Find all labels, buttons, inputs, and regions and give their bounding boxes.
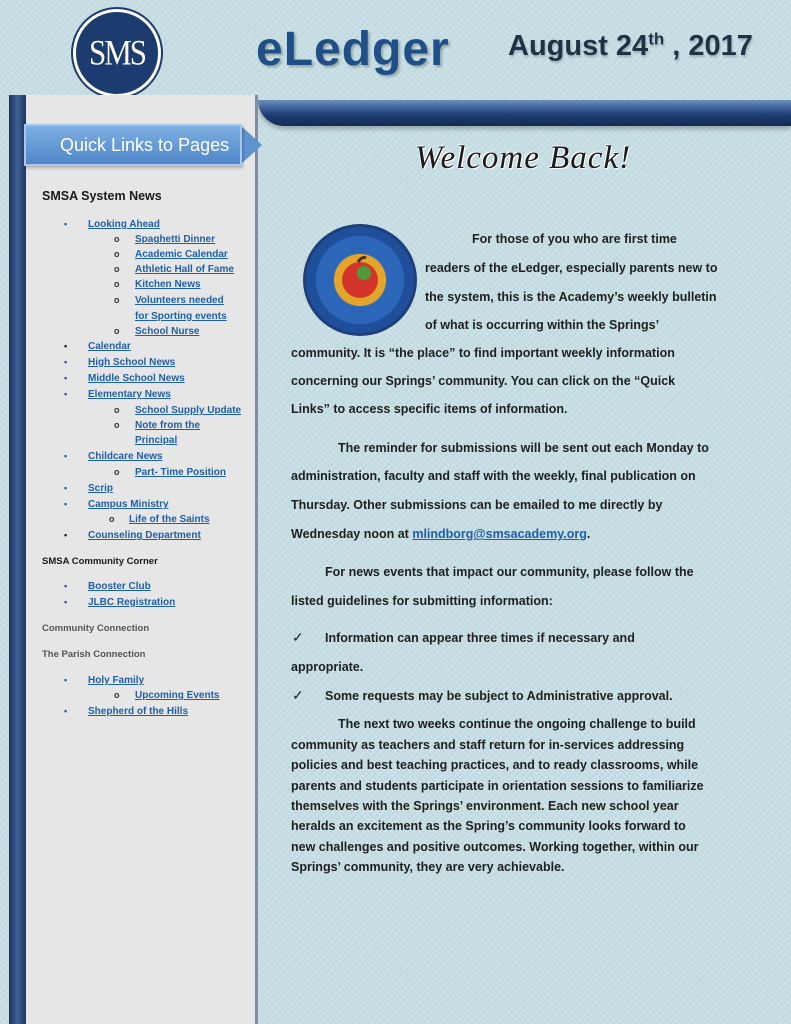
link-holy-family[interactable]: Holy Family <box>88 675 145 686</box>
link-part-time-position[interactable]: Part- Time Position <box>135 467 226 478</box>
check-icon: ✓ <box>292 629 304 645</box>
closing-line-3: policies and best teaching practices, and to ready classrooms, while <box>291 758 699 772</box>
issue-date: August 24th , 2017 <box>508 29 753 62</box>
closing-line-5: themselves with the Springs’ environment. Each new school year <box>291 799 679 813</box>
system-news-heading: SMSA System News <box>42 189 162 203</box>
guideline-2: Some requests may be subject to Administrative approval. <box>325 689 673 703</box>
link-childcare-news[interactable]: Childcare News <box>88 451 163 462</box>
welcome-heading: Welcome Back! <box>415 140 632 176</box>
intro-line-5: community. It is “the place” to find important weekly information <box>291 346 675 360</box>
quick-links-arrow <box>240 125 262 165</box>
link-elementary-news[interactable]: Elementary News <box>88 389 171 400</box>
closing-line-8: Springs’ community, they are very achievable. <box>291 860 565 874</box>
check-icon: ✓ <box>292 687 304 703</box>
reminder-line-2: administration, faculty and staff with the weekly, final publication on <box>291 469 696 483</box>
link-volunteers-needed-cont[interactable]: for Sporting events <box>135 311 227 322</box>
intro-line-2: readers of the eLedger, especially parents new to <box>425 261 718 275</box>
link-kitchen-news[interactable]: Kitchen News <box>135 279 201 290</box>
community-corner-heading: SMSA Community Corner <box>42 556 158 567</box>
guidelines-line-1: For news events that impact our community, please follow the <box>325 565 694 579</box>
link-academic-calendar[interactable]: Academic Calendar <box>135 249 228 260</box>
sidebar-edge-strip <box>9 95 26 1024</box>
link-life-of-the-saints[interactable]: Life of the Saints <box>129 514 210 525</box>
intro-line-3: the system, this is the Academy’s weekly bulletin <box>425 290 717 304</box>
link-school-supply-update[interactable]: School Supply Update <box>135 405 242 416</box>
closing-line-7: new challenges and positive outcomes. Working together, within our <box>291 840 699 854</box>
welcome-back-to-school-badge <box>303 224 417 336</box>
link-note-from-principal[interactable]: Note from the <box>135 420 200 431</box>
link-scrip[interactable]: Scrip <box>88 483 114 494</box>
quick-links-banner: Quick Links to Pages <box>24 124 242 166</box>
reminder-line-3: Thursday. Other submissions can be emailed to me directly by <box>291 498 663 512</box>
reminder-line-4: Wednesday noon at mlindborg@smsacademy.org. <box>291 527 591 541</box>
closing-line-4: parents and students participate in orientation sessions to familiarize <box>291 779 704 793</box>
link-counseling-department[interactable]: Counseling Department <box>88 530 201 541</box>
link-high-school-news[interactable]: High School News <box>88 357 176 368</box>
link-booster-club[interactable]: Booster Club <box>88 581 151 592</box>
intro-line-7: Links” to access specific items of information. <box>291 402 568 416</box>
intro-line-4: of what is occurring within the Springs’ <box>425 318 660 332</box>
link-volunteers-needed[interactable]: Volunteers needed <box>135 295 224 306</box>
link-spaghetti-dinner[interactable]: Spaghetti Dinner <box>135 234 216 245</box>
header-band <box>258 100 791 126</box>
community-connection-heading: Community Connection <box>42 623 150 634</box>
email-link[interactable]: mlindborg@smsacademy.org <box>412 527 587 541</box>
closing-line-6: heralds an excitement as the Spring’s community looks forward to <box>291 819 686 833</box>
guideline-1-cont: appropriate. <box>291 660 364 674</box>
closing-line-1: The next two weeks continue the ongoing challenge to build <box>338 717 696 731</box>
newsletter-title: eLedger <box>256 23 450 76</box>
link-calendar[interactable]: Calendar <box>88 341 131 352</box>
intro-line-1: For those of you who are first time <box>472 232 677 246</box>
guideline-1: Information can appear three times if necessary and <box>325 631 635 645</box>
reminder-line-1: The reminder for submissions will be sent out each Monday to <box>338 441 709 455</box>
smsa-logo: SMS <box>73 9 161 97</box>
link-note-from-principal-cont[interactable]: Principal <box>135 435 178 446</box>
intro-line-6: concerning our Springs’ community. You can click on the “Quick <box>291 374 676 388</box>
closing-line-2: community as teachers and staff return for in-services addressing <box>291 738 685 752</box>
parish-connection-heading: The Parish Connection <box>42 649 146 660</box>
link-athletic-hall-of-fame[interactable]: Athletic Hall of Fame <box>135 264 234 275</box>
link-looking-ahead[interactable]: Looking Ahead <box>88 219 160 230</box>
link-jlbc-registration[interactable]: JLBC Registration <box>88 597 176 608</box>
link-shepherd-of-the-hills[interactable]: Shepherd of the Hills <box>88 706 189 717</box>
link-middle-school-news[interactable]: Middle School News <box>88 373 185 384</box>
link-campus-ministry[interactable]: Campus Ministry <box>88 499 169 510</box>
link-upcoming-events[interactable]: Upcoming Events <box>135 690 220 701</box>
link-school-nurse[interactable]: School Nurse <box>135 326 200 337</box>
guidelines-line-2: listed guidelines for submitting information: <box>291 594 553 608</box>
